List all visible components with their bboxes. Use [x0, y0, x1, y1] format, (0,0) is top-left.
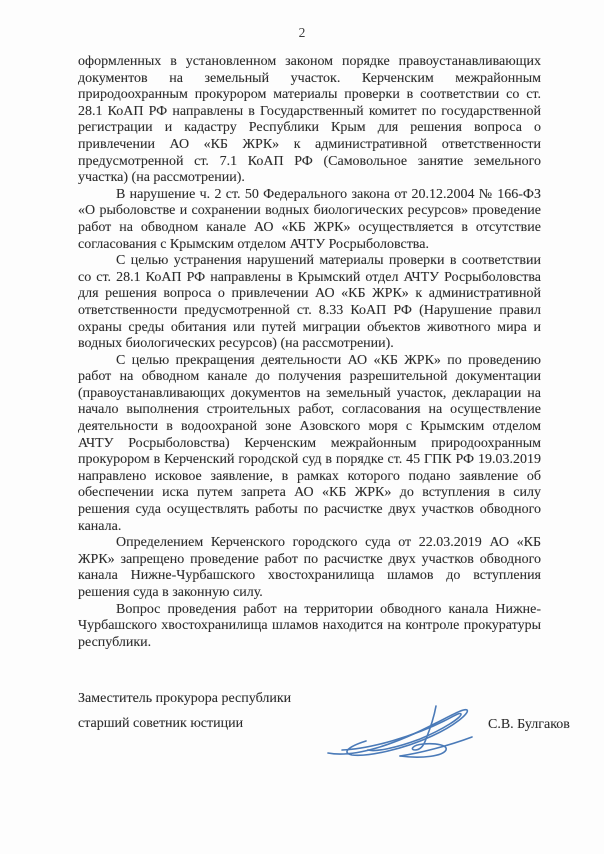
- signature-block: [78, 691, 570, 831]
- page-number: 2: [298, 25, 306, 40]
- signer-name: С.В. Булгаков: [488, 717, 570, 733]
- document-body: [78, 54, 570, 831]
- body-paragraph: Вопрос проведения работ на территории обводного канала Нижне-Чурбашского хвостохранилища шламов находится на контроле прокуратуры республики.: [78, 601, 541, 650]
- body-paragraph: С целью прекращения деятельности АО «КБ ЖРК» по проведению работ на обводном канале до получения разрешительной документации (правоустанавливающих документов на земельный участок, декларации на начало выполнения строительных работ, согласования на осуществление деятельности в водоохраной зоне Азовского моря с Крымским отделом АЧТУ Росрыболовства) Керченским межрайонным природоохранным прокурором в Керченский городской суд в порядке ст. 45 ГПК РФ 19.03.2019 направлено исковое заявление, в рамках которого подано заявление об обеспечении иска путем запрета АО «КБ ЖРК» до вступления в силу решения суда осуществлять работы по расчистке двух участков обводного канала.: [78, 352, 541, 534]
- body-paragraph: В нарушение ч. 2 ст. 50 Федерального закона от 20.12.2004 № 166-ФЗ «О рыболовстве и сохранении водных биологических ресурсов» проведение работ на обводном канале АО «КБ ЖРК» осуществляется в отсутствие согласования с Крымским отделом АЧТУ Росрыболовства.: [78, 186, 541, 252]
- body-paragraph: Определением Керченского городского суда от 22.03.2019 АО «КБ ЖРК» запрещено проведение работ по расчистке двух участков обводного канала Нижне-Чурбашского хвостохранилища шламов до вступления решения суда в законную силу.: [78, 535, 541, 600]
- signer-position-line1: Заместитель прокурора республики: [78, 691, 292, 707]
- body-paragraph: С целью устранения нарушений материалы проверки в соответствии со ст. 28.1 КоАП РФ направлены в Крымский отдел АЧТУ Росрыболовства для решения вопроса о привлечении АО «КБ ЖРК» к административной ответственности предусмотренной ст. 8.33 КоАП РФ (Нарушение правил охраны среды обитания или путей миграции объектов животного мира и водных биологических ресурсов) (на рассмотрении).: [78, 253, 541, 352]
- body-paragraph: оформленных в установленном законом порядке правоустанавливающих документов на земельный участок. Керченским межрайонным природоохранным прокурором материалы проверки в соответствии со ст. 28.1 КоАП РФ направлены в Государственный комитет по государственной регистрации и кадастру Республики Крым для решения вопроса о привлечении АО «КБ ЖРК» к административной ответственности предусмотренной ст. 7.1 КоАП РФ (Самовольное занятие земельного участка) (на рассмотрении).: [78, 54, 541, 186]
- signature-image: [324, 701, 476, 771]
- signer-position-line2: старший советник юстиции: [78, 716, 244, 732]
